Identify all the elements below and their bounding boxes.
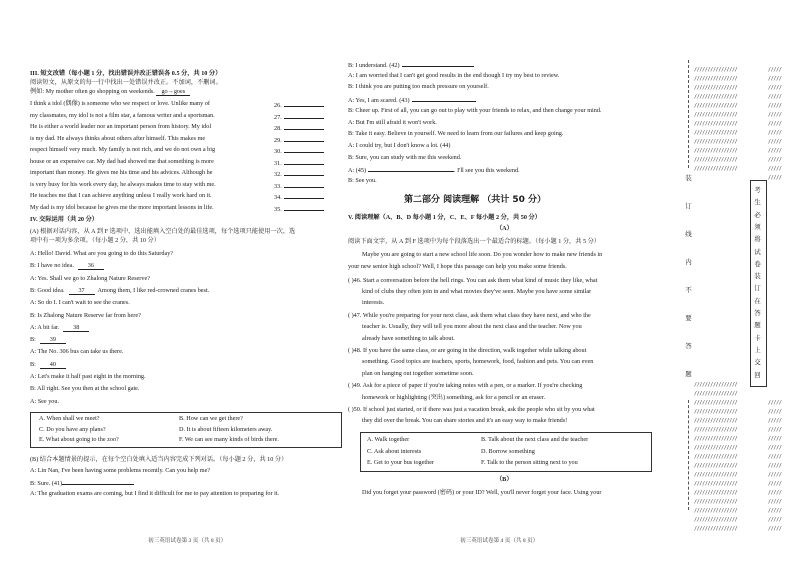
hatch-row: //////////////// — [694, 157, 738, 163]
dialogue-text: B: I think you are putting too much pressure on yourself. — [348, 83, 489, 91]
paragraph-line: ( )48. If you have the same class, or are going in the direction, walk together while talking about — [348, 347, 587, 355]
hatch-row: ///// — [768, 508, 782, 514]
options-box-a — [30, 412, 342, 448]
dialogue-text-suffix: . I'll see you this weekend. — [454, 167, 520, 175]
passage-a-intro-1: Maybe you are going to start a new school life soon. Do you wonder how to make new friends in — [362, 251, 603, 258]
notice-char: 卷 — [754, 259, 761, 268]
part-b-instructions: (B) 结合本题情景的提示，在每个空白处填入适当内容完成下列对话。（每小题 2 分，共 10 分） — [30, 456, 288, 463]
hatch-row: //////////////// — [694, 427, 738, 433]
paragraph-line: something. Good topics are teachers, sports, homework, food, fashion and pets. You can even — [362, 358, 594, 366]
dialogue-text: B: Good idea. — [30, 286, 65, 294]
hatch-row: //////////////// — [694, 103, 738, 109]
option-item: E. Get to your bus together — [367, 459, 435, 466]
dialogue-text: A: Let's make it half past eight in the morning. — [30, 373, 146, 380]
hatch-row: ///// — [768, 481, 782, 487]
hatch-row: ///// — [768, 121, 782, 127]
dialogue-line — [30, 361, 66, 369]
part-b-line-1: A: Lin Nan, I've been having some problems recently. Can you help me? — [30, 467, 211, 474]
hatch-row: ///// — [768, 409, 782, 415]
answer-slot — [274, 135, 324, 145]
notice-char: 在 — [754, 296, 761, 305]
dialogue-text: A: I am worried that I can't get good results in the end though I try my best to review. — [348, 71, 560, 79]
option-item: F. Talk to the person sitting next to you — [481, 459, 578, 466]
dialogue-text: B: Sure, you can study with me this weekend. — [348, 153, 462, 161]
paragraph-line: already have something to talk about. — [362, 334, 455, 342]
hatch-row: //////////////// — [694, 391, 738, 397]
hatch-row: //////////////// — [694, 436, 738, 442]
passage-b-label: （B） — [496, 476, 513, 483]
passage-b-first-line: Did you forget your password (密码) or your ID? Well, you'll never forget your face. Using your — [362, 489, 602, 496]
dialogue-blank[interactable]: 37 — [69, 288, 95, 295]
hatch-row: //////////////// — [694, 409, 738, 415]
dialogue-line — [348, 107, 601, 115]
answer-slot — [274, 204, 324, 214]
hatch-row: ///// — [768, 472, 782, 478]
passage-line: my classmates, my idol is not a film star, a famous writer and a sportsman. — [30, 111, 215, 119]
dialogue-line — [348, 154, 461, 162]
dialogue-line — [30, 312, 141, 320]
passage-a-instructions: 阅读下面文字，从 A 到 F 选项中为每个段落选出一个最适合的标题。（每小题 1 分，共 5 分） — [348, 238, 600, 245]
example-sentence: 例如: My mother often go shopping on weekends. — [30, 88, 155, 95]
answer-blank[interactable] — [284, 181, 324, 188]
example-line — [30, 88, 190, 96]
option-item: D. It is about fifteen kilometers away. — [179, 425, 273, 433]
notice-char: 须 — [754, 222, 761, 231]
hatch-row: //////////////// — [694, 130, 738, 136]
hatch-row: ///// — [768, 499, 782, 505]
dialogue-line — [30, 348, 123, 356]
dialogue-line — [348, 95, 476, 105]
hatch-row: //////////////// — [694, 166, 738, 172]
answer-number: 32. — [274, 171, 282, 178]
section-3-title: III. 短文改错（每小题 1 分，找出错误并改正错误各 0.5 分，共 10 分） — [30, 70, 222, 77]
paragraph-line: plan on hanging out together sometime soon. — [362, 369, 474, 377]
hatch-row: ///// — [768, 517, 782, 523]
hatch-row: //////////////// — [694, 445, 738, 451]
dialogue-line — [30, 299, 130, 307]
notice-char: 必 — [754, 210, 761, 219]
option-item: C. Ask about interests — [367, 447, 422, 455]
hatch-row: //////////////// — [694, 112, 738, 118]
option-item: A. When shall we meet? — [39, 415, 100, 422]
hatch-row: ///// — [768, 490, 782, 496]
dialogue-blank[interactable]: 36 — [78, 263, 104, 270]
example-answer: go→goes — [156, 89, 190, 96]
hatch-row: //////////////// — [694, 382, 738, 388]
hatch-row: ///// — [768, 94, 782, 100]
paragraph-line: ( )47. While you're preparing for your next class, ask them what class they have next, and who the — [348, 312, 591, 320]
section-5-title: V. 阅读理解（A、B、D 每小题 1 分，C、E、F 每小题 2 分，共 50 分） — [348, 214, 541, 221]
dialogue-text: B: I understand. (42) — [348, 62, 400, 69]
dialogue-text: A: Yes. Shall we go to Zhalong Nature Reserve? — [30, 274, 150, 282]
hatch-row: //////////////// — [694, 94, 738, 100]
dialogue-text: A: I could try, but I don't know a lot. (44) — [348, 141, 451, 149]
option-item: E. What about going to the zoo? — [39, 436, 119, 443]
dialogue-line — [30, 385, 139, 393]
answer-slot — [274, 112, 324, 122]
answer-slot — [274, 100, 324, 110]
hatch-row: ///// — [768, 157, 782, 163]
dialogue-blank[interactable] — [402, 60, 474, 67]
answer-number: 26. — [274, 102, 282, 109]
dialogue-text: A: So do I. I can't wait to see the cranes. — [30, 299, 130, 307]
dialogue-line — [348, 83, 489, 91]
binding-char: 题 — [685, 370, 692, 378]
hatch-row: ///// — [768, 103, 782, 109]
hatch-row: //////////////// — [694, 490, 738, 496]
answer-blank[interactable] — [284, 100, 324, 107]
part-a-instructions-1: (A) 根据对话内容，从 A 到 F 选项中，选出能填入空白处的最佳选项，每个选项只能使用一次，选 — [30, 228, 296, 235]
answer-slot — [274, 158, 324, 168]
dialogue-line — [30, 250, 173, 258]
answer-number: 33. — [274, 182, 282, 190]
notice-char: 卡 — [754, 333, 761, 342]
dialogue-blank[interactable] — [368, 165, 454, 172]
part-b-line-2: B: Sure. (41) — [30, 478, 134, 488]
hatch-row: //////////////// — [694, 400, 738, 406]
paragraph-line: ( )49. Ask for a piece of paper if you're taking notes with a pen, or a marker. If you're checking — [348, 382, 583, 390]
dialogue-line — [30, 398, 59, 406]
binding-char: 不 — [685, 286, 692, 294]
binding-char: 内 — [685, 258, 692, 266]
hatch-row: //////////////// — [694, 418, 738, 424]
notice-char: 订 — [754, 284, 761, 293]
answer-blank[interactable] — [284, 169, 324, 176]
paragraph-line: interests. — [362, 299, 385, 307]
answer-slot — [274, 169, 324, 179]
dialogue-line — [348, 177, 377, 185]
passage-line: respect himself very much. My family is not rich, and we do not own a big — [30, 146, 216, 153]
part-2-title: 第二部分 阅读理解 （共计 50 分） — [404, 195, 547, 205]
hatch-row: //////////////// — [694, 85, 738, 91]
dialogue-line — [348, 60, 474, 70]
answer-number: 29. — [274, 136, 282, 144]
answer-slot — [274, 181, 324, 191]
dialogue-blank[interactable]: 40 — [40, 362, 66, 369]
dialogue-text: B: All right. See you then at the school gate. — [30, 385, 140, 393]
dialogue-text: A: Yes, I am scared. (43) — [348, 97, 410, 105]
hatch-row: //////////////// — [694, 121, 738, 127]
dialogue-text: A: Hello! David. What are you going to do this Saturday? — [30, 250, 174, 257]
dialogue-line — [348, 130, 563, 138]
dialogue-text: B: Take it easy. Believe in yourself. We need to learn from our failures and keep going. — [348, 130, 564, 138]
notice-char: 试 — [754, 247, 761, 256]
hatch-row: //////////////// — [694, 508, 738, 514]
answer-blank[interactable] — [284, 146, 324, 153]
binding-dash-bottom — [688, 400, 689, 510]
passage-line: house or an expensive car. My dad had showed me that something is more — [30, 157, 214, 165]
hatch-row: ///// — [768, 166, 782, 172]
hatch-row: ///// — [768, 148, 782, 154]
binding-char: 要 — [685, 314, 692, 322]
dialogue-text-suffix: Among them, I like red-crowned cranes best. — [97, 286, 210, 294]
hatch-row: ///// — [768, 139, 782, 145]
dialogue-blank[interactable]: 38 — [63, 325, 89, 332]
hatch-row: //////////////// — [694, 148, 738, 154]
dialogue-line — [348, 142, 450, 150]
answer-number: 35. — [274, 205, 282, 213]
hatch-row: ///// — [768, 85, 782, 91]
paragraph-line: they did over the break. You can share stories and it's an easy way to make friends! — [362, 417, 568, 425]
hatch-row: ///// — [768, 427, 782, 433]
hatch-row: //////////////// — [694, 139, 738, 145]
dialogue-text: B: — [30, 360, 36, 368]
page-3-footer: 初三英语试卷第 3 页（共 8 页） — [148, 538, 227, 544]
answer-blank[interactable] — [284, 192, 324, 199]
dialogue-text: A: The No. 306 bus can take us there. — [30, 348, 124, 356]
blank-41[interactable] — [62, 478, 134, 485]
hatch-row: //////////////// — [694, 463, 738, 469]
hatch-row: ///// — [768, 463, 782, 469]
dialogue-text: B: I have no idea. — [30, 262, 74, 270]
answer-blank[interactable] — [284, 123, 324, 130]
passage-a-label: （A） — [496, 225, 513, 232]
passage-line: He is either a world leader nor an important person from history. My idol — [30, 123, 212, 130]
options-box-passage-a — [360, 432, 652, 472]
hatch-row: //////////////// — [694, 481, 738, 487]
hatch-row: //////////////// — [694, 472, 738, 478]
paragraph-line: ( )46. Start a conversation before the bell rings. You can ask them what kind of music they like, what — [348, 277, 598, 284]
dialogue-text: A: (45) — [348, 167, 367, 175]
answer-slot — [274, 146, 324, 156]
answer-slot — [274, 192, 324, 202]
dialogue-line — [348, 165, 520, 175]
answer-number: 34. — [274, 194, 282, 201]
passage-line: I think a idol (偶像) is someone who we respect or love. Unlike many of — [30, 100, 210, 107]
hatch-row: ///// — [768, 175, 782, 181]
dialogue-text: B: — [30, 336, 36, 344]
dialogue-blank[interactable] — [412, 95, 476, 102]
dialogue-text: A: But I'm still afraid it won't work. — [348, 118, 437, 126]
dialogue-line — [30, 324, 89, 332]
hatch-row: //////////////// — [694, 499, 738, 505]
dialogue-text: B: See you. — [348, 177, 377, 184]
option-item: A. Walk together — [367, 436, 410, 443]
passage-line: He teaches me that I can achieve anything unless I really work hard on it. — [30, 192, 212, 199]
paragraph-line: kind of clubs they often join in and what movies they've seen. Maybe you have some similar — [362, 288, 592, 296]
passage-line: My dad is my idol because he gives me the more important lessons in life. — [30, 203, 214, 211]
paragraph-line: ( )50. If school just started, or if there was just a vacation break, ask the people who sit by you what — [348, 406, 595, 414]
notice-char: 答 — [754, 309, 761, 317]
dialogue-line — [30, 275, 150, 283]
section-3-instructions: 阅读短文，从原文的每一行中找出一处错误并改正。不加词，不删词。 — [30, 79, 222, 86]
page-4-footer: 初三英语试卷第 4 页（共 8 页） — [460, 538, 539, 544]
option-item: B. How can we get there? — [179, 415, 243, 422]
option-item: B. Talk about the next class and the teacher — [481, 436, 589, 443]
binding-dash-top — [688, 60, 689, 168]
answer-number: 30. — [274, 148, 282, 155]
answer-blank[interactable] — [284, 112, 324, 119]
dialogue-line — [30, 373, 146, 381]
option-item: F. We can see many kinds of birds there. — [179, 436, 279, 443]
answer-blank[interactable] — [284, 204, 324, 211]
dialogue-text: A: See you. — [30, 397, 60, 405]
answer-blank[interactable] — [284, 135, 324, 142]
notice-char: 考 — [754, 186, 761, 194]
dialogue-line — [30, 287, 209, 295]
notice-char: 题 — [754, 321, 761, 330]
hatch-row: ///// — [768, 76, 782, 82]
notice-char: 上 — [754, 345, 761, 354]
answer-number: 31. — [274, 159, 282, 167]
notice-char: 生 — [754, 198, 761, 207]
binding-char: 线 — [685, 230, 692, 238]
hatch-row: ///// — [768, 112, 782, 118]
passage-a-intro-2: your new senior high school? Well, I hope this passage can help you make some friends. — [348, 263, 567, 270]
hatch-row: ///// — [768, 445, 782, 451]
option-item: C. Do you have any plans? — [39, 425, 106, 433]
notice-char: 回 — [754, 370, 761, 379]
binding-char: 答 — [685, 342, 692, 350]
dialogue-line — [348, 119, 437, 127]
hatch-row: ///// — [768, 418, 782, 424]
part-b-line-3: A: The graduation exams are coming, but I find it difficult for me to pay attention to preparing for it. — [30, 490, 280, 497]
notice-char: 交 — [754, 358, 761, 367]
dialogue-line — [30, 336, 66, 344]
hatch-row: ///// — [768, 526, 782, 532]
passage-line: is very busy for his work every day, he always makes time to stay with me. — [30, 180, 216, 188]
dialogue-text: B: Is Zhalong Nature Reserve far from here? — [30, 311, 141, 319]
answer-number: 27. — [274, 113, 282, 121]
hatch-row: //////////////// — [694, 67, 738, 73]
paragraph-line: teacher is. Usually, they will tell you more about the next class and the teacher. Now you — [362, 323, 582, 331]
hatch-row: ///// — [768, 130, 782, 136]
dialogue-line — [30, 262, 104, 270]
hatch-row: //////////////// — [694, 517, 738, 523]
answer-blank[interactable] — [284, 158, 324, 165]
hatch-row: //////////////// — [694, 526, 738, 532]
hatch-row: ///// — [768, 400, 782, 406]
passage-line: important than money. He gives me his time and his advices. Although he — [30, 169, 213, 176]
passage-line: is my dad. He always thinks about others after himself. This makes me — [30, 134, 206, 142]
dialogue-text: B: Cheer up. First of all, you can go out to play with your friends to relax, and then change your mind. — [348, 106, 602, 114]
paragraph-line: homework or highlighting (突出) something, ask for a pencil or an eraser. — [362, 393, 546, 401]
section-4-title: IV. 交际运用（共 20 分） — [30, 216, 98, 223]
option-item: D. Borrow something — [481, 447, 535, 455]
notice-char: 装 — [754, 272, 761, 281]
binding-margin — [664, 0, 794, 561]
hatch-row: //////////////// — [694, 454, 738, 460]
dialogue-blank[interactable]: 39 — [40, 337, 66, 344]
binding-char: 装 — [685, 174, 692, 182]
binding-char: 订 — [685, 202, 692, 210]
hatch-row: ///// — [768, 436, 782, 442]
dialogue-text: A: A bit far. — [30, 323, 60, 331]
notice-char: 将 — [754, 235, 761, 244]
answer-slot — [274, 123, 324, 133]
answer-number: 28. — [274, 125, 282, 132]
hatch-row: ///// — [768, 67, 782, 73]
dialogue-line — [348, 72, 559, 80]
hatch-row: ///// — [768, 454, 782, 460]
part-a-instructions-2: 项中有一项为多余项。（每小题 2 分，共 10 分） — [30, 237, 160, 244]
hatch-row: //////////////// — [694, 76, 738, 82]
